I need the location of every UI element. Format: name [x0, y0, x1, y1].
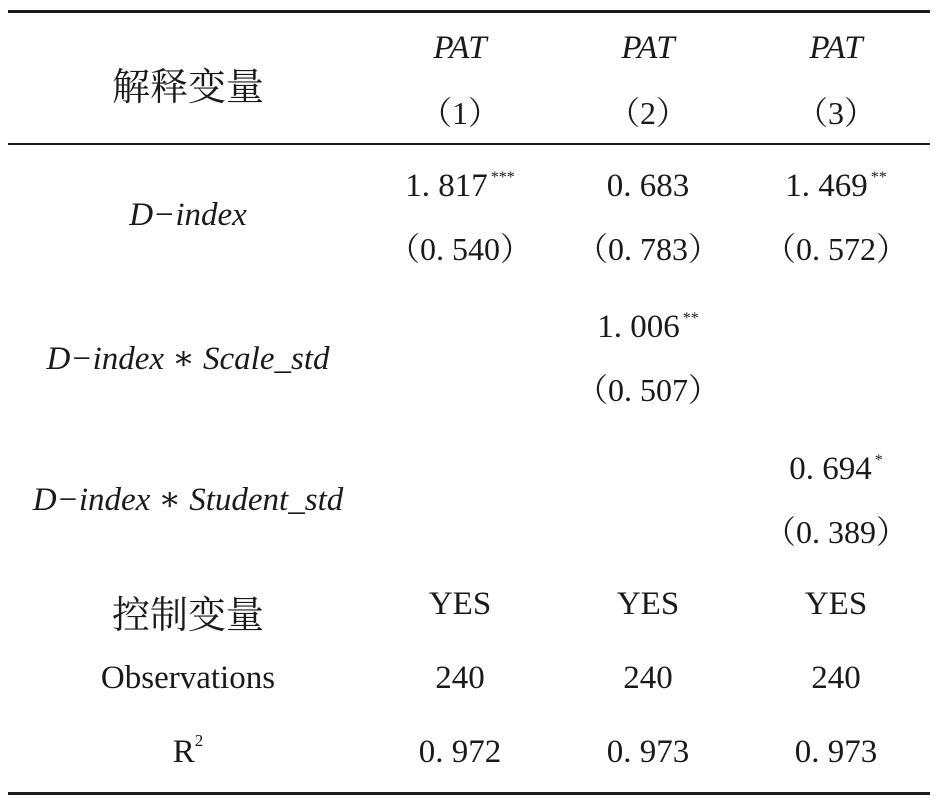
coef-value: 0. 683	[606, 168, 690, 204]
top-rule	[8, 10, 930, 13]
bottom-rule	[8, 792, 930, 795]
row-scale-col2-coef	[597, 309, 699, 346]
row-dindex-col3-coef	[785, 168, 887, 205]
row-controls-col1: YES	[428, 586, 492, 622]
row-controls-label: 控制变量	[111, 593, 265, 637]
column-1-index: （1）	[419, 95, 501, 131]
column-2-index: （2）	[607, 95, 689, 131]
row-dindex-col3-se: （0. 572）	[763, 231, 909, 267]
row-observations-label: Observations	[100, 660, 276, 696]
significance-stars: ***	[490, 169, 515, 186]
coef-value: 1. 817	[405, 168, 488, 204]
row-r2-col1: 0. 972	[418, 734, 502, 770]
row-student-col3-se: （0. 389）	[763, 514, 909, 550]
row-scale-col2-se: （0. 507）	[575, 372, 721, 408]
row-observations-col1: 240	[435, 660, 485, 696]
row-scale-label: D−index ∗ Scale_std	[46, 341, 330, 377]
row-dindex-col1-se: （0. 540）	[387, 231, 533, 267]
row-dindex-col1-coef	[405, 168, 515, 205]
significance-stars: **	[682, 310, 699, 327]
row-dindex-label: D−index	[129, 197, 247, 233]
r2-superscript: 2	[194, 731, 204, 750]
row-observations-col3: 240	[811, 660, 861, 696]
coef-value: 0. 694	[789, 451, 872, 487]
r2-label-text: R	[172, 734, 195, 770]
row-r2-col3: 0. 973	[794, 734, 878, 770]
row-controls-col2: YES	[616, 586, 680, 622]
column-3-index: （3）	[795, 95, 877, 131]
significance-stars: **	[870, 169, 887, 186]
column-3-name: PAT	[809, 30, 863, 66]
row-student-col3-coef	[789, 451, 883, 488]
row-dindex-col2-se: （0. 783）	[575, 231, 721, 267]
column-1-name: PAT	[433, 30, 487, 66]
row-r2-label	[172, 731, 204, 771]
coef-value: 1. 469	[785, 168, 868, 204]
coef-value: 1. 006	[597, 309, 680, 345]
row-r2-col2: 0. 973	[606, 734, 690, 770]
header-label: 解释变量	[111, 65, 265, 109]
row-student-label: D−index ∗ Student_std	[32, 482, 344, 518]
row-dindex-col2-coef	[607, 168, 690, 205]
column-2-name: PAT	[621, 30, 675, 66]
significance-stars: *	[874, 452, 883, 469]
row-observations-col2: 240	[623, 660, 673, 696]
row-controls-col3: YES	[804, 586, 868, 622]
header-rule	[8, 143, 930, 145]
